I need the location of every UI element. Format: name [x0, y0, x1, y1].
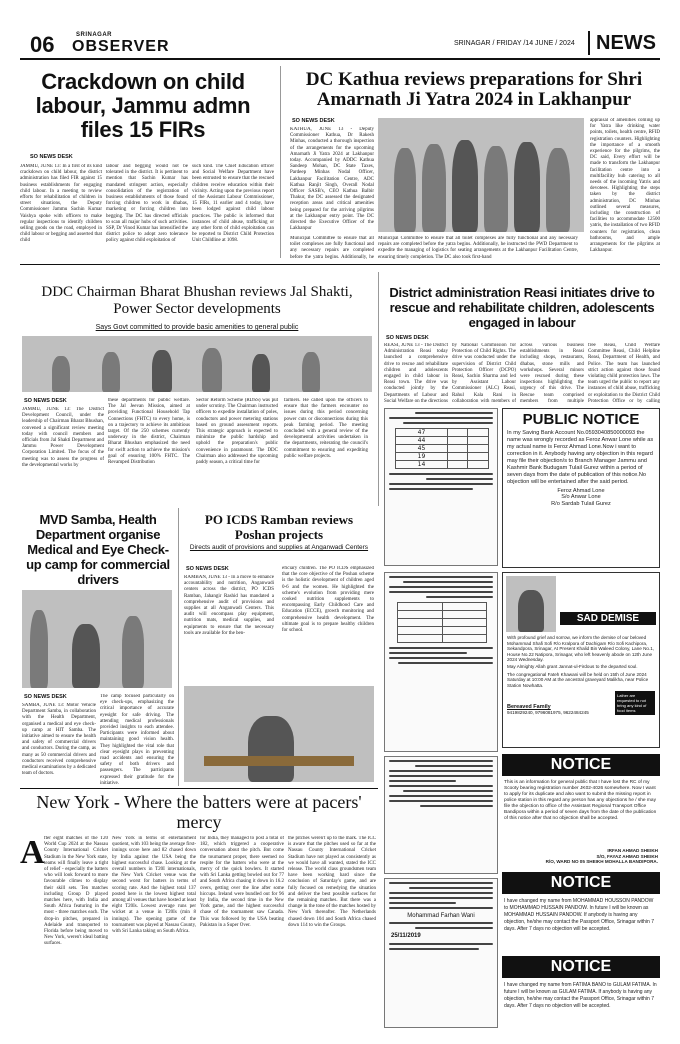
story5-desk: SO NEWS DESK	[24, 694, 67, 700]
logo-small-text: SRINAGAR	[76, 32, 113, 38]
food-request-note: Lather are requested to not bring any kind of food items	[615, 691, 655, 715]
story2-col1: KATHUA, JUNE 13 - Deputy Commissioner Kathua, Dr Rakesh Minhas, conducted a thorough inspection of the arrangements for the upcoming Amarnath Ji Yatra 2024 at Lakhanpur today. Accompanied by ADDC Kathua Sandeep Mohan, DC State Taxes, Pardeep Minhas Nodal Officer, Lakhanpur Facilitation Centre, ADC Kathua Ranjit Singh, Overall Nodal Officer SASB's, CEO Kathua Balbir Thakur, the DC assessed the designated reception areas and critical amenities being prepared for the arriving pilgrims at the Lakhanpur entry point. The DC directed the Executive Officer of the Lakhanpur	[290, 127, 374, 231]
sad-demise-box	[502, 572, 660, 748]
story2-col2b: Municipal Committee to ensure that all toilet complexes are fully functional and any necessary repairs are completed before the yatra begins. Additionally, he instructed the PWD Department to expedite the managing of logistics for seating arrangements at the Lakhanpur Facilitation Centre, ensuring timely completion. The DC also took first-hand	[378, 236, 578, 260]
story4-col4: free Reasi, Child Welfare Committee Reasi, Child Helpline Reasi, Department of Health, and Police. The team has launched strict action against those found violating child protection laws. The team urged the public to report any instances of child abuse, trafficking or exploitation to the District Child Protection Office or by calling	[588, 343, 660, 403]
story3-subhead: Says Govt committed to provide basic amenities to general public	[95, 324, 299, 331]
table-cell: 45	[396, 445, 448, 453]
story1-col2: labour and begging would not be tolerated in the district. It is pertinent to mention that Sachin Kumar has mandated stringent action, especially consolidation of the registration of business establishments of those found forcing children to work in dhabas, marketing or forcing children into begging. The DC has directed officials to scan all major hubs of such activities. SSP, Dr Vinod Kumar has intensified the district police to adopt zero tolerance policy against child exploitation of	[106, 164, 188, 244]
story3-col2: these departments for public welfare. The Jal Jeevan Mission, aimed at providing Functional Household Tap Connections (FHTC) to every home, is on a trajectory to achieve its ambitious target. Of the 250 schemes currently underway in the district, Chairman Bharat Bhushan emphasized the need for swift action to achieve the mission's goal of ensuring 100% FHTC. The Revamped Distribution	[108, 398, 190, 466]
notice3-title: NOTICE	[502, 956, 660, 978]
bereaved-phone: 9419829240, 9796081975, 9622484245	[507, 710, 589, 716]
dateline: SRINAGAR / FRIDAY /14 JUNE / 2024	[454, 40, 575, 47]
section-label: NEWS	[588, 31, 660, 55]
notice1-body: This is an information for general public that I have lost the RC of my Scooty bearing registration number JK02-4026 somewhere. Now I want to apply for its duplicate and also want to submit the missing report in police station in this regard any person has any objections he / she may file the objection to office of the Assistant Regional Transport Office Bandipora within a period of seven days from the date of the publication of this notice after that no objection shall be accepted.	[504, 780, 657, 821]
story7-col4: the pitches weren't up to the mark. The ICC is aware that the pitches used so far at the Nassau County International Cricket Stadium have not played as consistently as we would have all wanted, stated the ICC release. The world class groundsmen team have been working hard since the conclusion of Saturday's game, and are fully focused on remedying the situation and deliver the best possible surfaces for the remaining matches. But there was a change in the tone of the matches hosted by New York thereafter. The Netherlands chased down 104 and South Africa chased down 114 to win the Groups.	[288, 836, 376, 928]
column-divider	[378, 272, 379, 506]
story5-col1: SAMBA, JUNE 13: Motor Vehicle Department Samba, in collaboration with the Health Department, organised a medical and eye check-up camp at HIT Samba. The initiative aimed to ensure the health and safety of commercial drivers and conductors. During the camp, as many as 50 commercial drivers and conductors received comprehensive medical examinations by a dedicated team of doctors.	[22, 703, 96, 777]
public-notice-sign-3: R/o Sardab Tulail Gurez	[551, 500, 611, 507]
header-rule	[20, 58, 660, 60]
story3-col1: JAMMU, JUNE 13: The District Development Council, under the leadership of Chairman Bharat Bhushan, convened a significant review meeting today with council members and officials from Jal Shakti Department and Jammu Power Development Corporation Limited. The focus of the meeting was to assess the progress of the developmental works by	[22, 407, 104, 468]
notice1-title: NOTICE	[502, 754, 660, 776]
story2-col2: Municipal Committee to ensure that all toilet complexes are fully functional and any necessary repairs are completed before the yatra begins. Additionally, he	[290, 236, 374, 260]
sad-demise-event: The congregational Fateh Khawani will be held on 15th of June 2024 Saturday at 10:00 AM at the ancestral graveyard Malikha, near Police Station Nowhatta.	[507, 671, 649, 688]
story4-col1: REASI, JUNE 13 - The District Administration Reasi today launched a comprehensive drive to rescue and rehabilitate children and adolescents engaged in child labour in Reasi town. The drive was conducted jointly by the Departments of Labour and Social Welfare on the directions	[384, 343, 448, 403]
khasra-table	[395, 428, 489, 469]
sad-demise-title: SAD DEMISE	[560, 612, 656, 625]
deceased-portrait	[506, 576, 556, 632]
story3-desk: SO NEWS DESK	[24, 398, 67, 404]
section-rule	[20, 264, 660, 265]
notice1-sign-1: IRFAN AHMAD SHEIKH	[607, 848, 658, 853]
urdu-signature-name: Mohammad Farhan Wani	[407, 913, 475, 919]
public-notice-box	[502, 408, 660, 568]
story6-subhead: Directs audit of provisions and supplies at Anganwadi Centers	[189, 544, 369, 551]
story3-col3: Sector Reform Scheme (RDSS) was put under scrutiny. The Chairman instructed officers to expedite installation of poles, conductors and power metering stations based on ground assessment reports. This strategic approach is expected to minimize the public hardship and uphold the preparation's public convenience in paramount. The DDC Chairman also addressed the upcoming paddy season, a critical time for	[196, 398, 278, 466]
story2-desk: SO NEWS DESK	[292, 118, 335, 124]
story6-desk: SO NEWS DESK	[186, 566, 229, 572]
story1-col3: such kind. The Chief Education officer and Social Welfare Department have been entrusted to ensure that the rescued children receive education within their vicinity. Acting upon the previous report of the Assistant Labour Commissioner, 15 FIRs, 11 earlier and 4 today, have been lodged against child labour practices. The public is informed that instances of child abuse, trafficking or any other form of child exploitation can be reported to District Child Protection Unit Childline at 1098.	[192, 164, 274, 244]
notice1-sign-2: S/O, FAYAZ AHMAD SHEIKH	[596, 853, 658, 859]
public-notice-body: In my Saving Bank Account No.0593040850000093 the name was wrongly recorded as Feroz Anwar Lone while as my actual name is Feroz Ahmad Lone.Now i want to correction in it. Anybody having any objection in this regard may file their objection/s to Branch Manager Jammu and Kashmir Bank Budugam Tulail Gurez within a period of seven days from the date of publication of this notice.No objection will be entertained after the said period.	[507, 430, 654, 485]
notice1-sign-3: R/O, WARD NO 05 SHEIKH MOHALLA BANDIPORA.	[545, 859, 658, 865]
story1-col1: JAMMU, JUNE 13: In a first of its kind crackdown on child labour, the district administration has filed FIR against 15 business establishments for engaging child labour. In a meeting to review efforts for rehabilitation of children in street situations, the Deputy Commissioner Jammu Sachin Kumar Vaishya spoke with officers to make regular inspections to identify children selling goods on the road, employed in child labour or begging and asserted that child	[20, 164, 102, 244]
table-cell: 44	[396, 437, 448, 445]
urdu-notice-table	[384, 408, 498, 566]
story6-col2: eficiary children. The PO ICDS emphasized that the core objective of the Poshan scheme is the holistic development of children aged 0-6 and the women. He highlighted the scheme's evolution from providing mere cooked nutrition supplements to encompassing Early Childhood Care and Education (ECCE), growth monitoring and comprehensive health development. The ultimate goal is to prepare healthy children for school.	[282, 566, 374, 634]
notice2-title: NOTICE	[502, 872, 660, 894]
public-notice-sign-1: Feroz Ahmad Lone	[557, 488, 605, 494]
logo-brand: OBSERVER	[72, 38, 170, 55]
story3-col4: farmers. He called upon the officers to ensure that the farmers encounter no issues during this period concerning power cuts or disconnections during this peak farming period. The meeting concluded with a general review of the developmental activities undertaken in the departments, reiterating the council's commitment to ensuring and expediting public welfare projects.	[284, 398, 368, 459]
story7-headline: New York - Where the batters were at pacers' mercy	[36, 792, 362, 832]
story4-col3: across various business establishments in Reasi including shops, restaurants, dhabas, stone mills and workshops. Several minors were rescued during these inspections highlighting the urgency of this drive. The Rescue team comprised members from multiple	[520, 343, 584, 403]
sad-demise-body: With profound grief and sorrow, we inform the demise of our beloved Mohammad Shafi Sofi R/o Kralpora of Dachigam R/o Sofi Kachipora, Sekandpora, Srinagar, At Present Khalid Bin Waleed Colony, Lane No.1, House No.22 Natipora, Srinagar, who left heavenly abode on 12th June 2024 Wednesday.	[507, 635, 655, 663]
column-divider	[178, 508, 179, 786]
table-cell: 19	[396, 453, 448, 461]
story1-headline: Crackdown on child labour, Jammu admn files 15 FIRs	[35, 69, 251, 142]
notice3-body: I have changed my name from FATIMA BANO to GULAM FATIMA. In future I will be known as GULAM FATIMA. If anybody is having any objection, he/she may contact the Passport Office, Srinagar within 7 days. After 7 days no objection will be accepted.	[504, 982, 657, 1009]
ddc-meeting-photo	[22, 336, 372, 392]
story4-col2: by National Commission for Protection of Child Rights. The drive was conducted under the supervision of District Child Protection Officer (DCPO) Reasi, Sachin Sharma and led by Assistant Labour Commissioner (ALC) Reasi, Rahul Kala Rani in collaboration with members of	[452, 343, 516, 403]
table-cell: 47	[396, 429, 448, 437]
story6-col1: RAMBAN, JUNE 13 - In a move to enhance accountability and nutrition, Anganwadi centers across the district, PO ICDS Ramban, Jahangir Rashid has mandated a comprehensive audit of provisions and supplies at all Anganwadi Centers. This audit will encompass play equipment, nutrition mats, medical supplies, and equipments to ensure that the necessary tools are available for the ben-	[184, 575, 274, 636]
notice2-body: I have changed my name from MOHAMMAD HOUSSON PANDOW to MOHAMMAD HUSSAIN PANDOW. In future I will be known as MOHAMMAD HUSSAIN PANDOW. If anybody is having any objection, he/she may contact the Passport Office, Srinagar within 7 days. After 7 days no objection will be accepted.	[504, 898, 654, 932]
urdu-notice-4	[384, 878, 498, 1028]
story5-headline: MVD Samba, Health Department organise Medical and Eye Check-up camp for commercial drivers	[26, 512, 170, 587]
story6-headline: PO ICDS Ramban reviews Poshan projects	[204, 512, 354, 542]
urdu-date: 25/11/2019	[391, 933, 421, 939]
table-cell: 14	[396, 461, 448, 469]
icds-meeting-photo	[184, 686, 374, 782]
story7-dropcap: A	[20, 834, 45, 871]
public-notice-title: PUBLIC NOTICE	[522, 411, 640, 428]
story2-col3: appraisal of amenities coming up for Yatra like drinking water points, toilets, health centre, RFID registration counters. Highlighting the importance of a smooth experience for the pilgrims, the DC said, Every effort will be made to transform the Lakhanpur facilitation centre into a multifacility hub catering to all needs of the incoming Yatris and devotees. Highlighting the steps taken by the district administration, DC Minhas outlined several measures, including the construction of facilities to accommodate 12500 yatris, the installation of two RFID counters for registration, clean bathrooms, and ample arrangements for the pilgrims at Lakhanpur.	[590, 118, 660, 254]
story7-col1: fter eight matches of the T20 World Cup 2024 at the Nassau County International Cricket Stadium in the New York state, teams will finally leave a tight of relief - especially the batters who will look forward to more favourable climes to display their skill sets. Ten matches including Group D played matches here, with India and South Africa featuring in the most - three matches each. The drop-in pitches, prepared in Adelaide and transported to Florida before being moved to New York, weren't ideal batting surfaces.	[44, 836, 108, 947]
public-notice-sign-2: S/o Anwar Lone	[561, 494, 601, 501]
story1-desk: SO NEWS DESK	[30, 154, 73, 160]
story7-col3: for India, they managed to post a total of 182, which triggered a cooperative conversation about the pitch. But come the tournament proper, there seemed no respite for the batters who were at the mercy of the quick bowlers. It started with Sri Lanka getting bowled out for 77 and South Africa chasing it down in 16.2 overs, getting over the line after some hiccups. Ireland were bundled out for 96 by India, the second time in the New York game, and the highest successful chase of the tournament saw Canada. This was followed by the USA beating Pakistan in a Super Over.	[200, 836, 284, 928]
column-divider	[280, 66, 281, 258]
story5-col2: The camp focused particularly on eye check-ups, emphasizing the critical importance of accurate eyesight for safe driving. The attending medical professionals provided insights to each attendee. Participants were informed about maintaining good vision health. They highlighted the vital role that clear eyesight plays in preventing road accidents and ensuring the safety of both drivers and passengers. The participants expressed their gratitude for the initiative.	[100, 694, 174, 786]
story3-headline: DDC Chairman Bharat Bhushan reviews Jal Shakti, Power Sector developments	[41, 284, 353, 317]
dc-kathua-inspection-photo	[378, 118, 584, 232]
urdu-ad-table	[397, 602, 487, 643]
sad-demise-prayer: May Almighty Allah grant Jannat-ul-Firdous to the departed soul.	[507, 663, 638, 669]
bereaved-family: Bereaved Family	[507, 704, 551, 711]
story4-headline: District administration Reasi initiates drive to rescue and rehabilitate children, adolescents engaged in labour	[389, 285, 655, 330]
section-rule	[20, 788, 378, 789]
story2-headline: DC Kathua reviews preparations for Shri Amarnath Ji Yatra 2024 in Lakhanpur	[305, 69, 643, 110]
notice1-sign	[504, 848, 658, 865]
page-number: 06	[30, 32, 55, 57]
story4-desk: SO NEWS DESK	[386, 335, 429, 341]
medical-camp-photo	[22, 590, 172, 688]
story7-col2: New York in terms of entertainment quotient, with 103 being the average first-innings score here and 82 chased down by India against the USA being the highest successful chase. Looking at the overall numbers in T20I internationals, the New York Cricket venue was the second worst for batters in terms of scoring rate. And the highest total 137 posted here is the lowest highest total among all venues that have hosted at least eight T20Is. Lowest average runs per wicket at a venue in T20Is (min 8 innings). The opening game of the tournament was played at Nassau County, with Sri Lanka taking on South Africa.	[112, 836, 196, 935]
urdu-notice-2	[384, 572, 498, 752]
urdu-notice-3	[384, 756, 498, 874]
